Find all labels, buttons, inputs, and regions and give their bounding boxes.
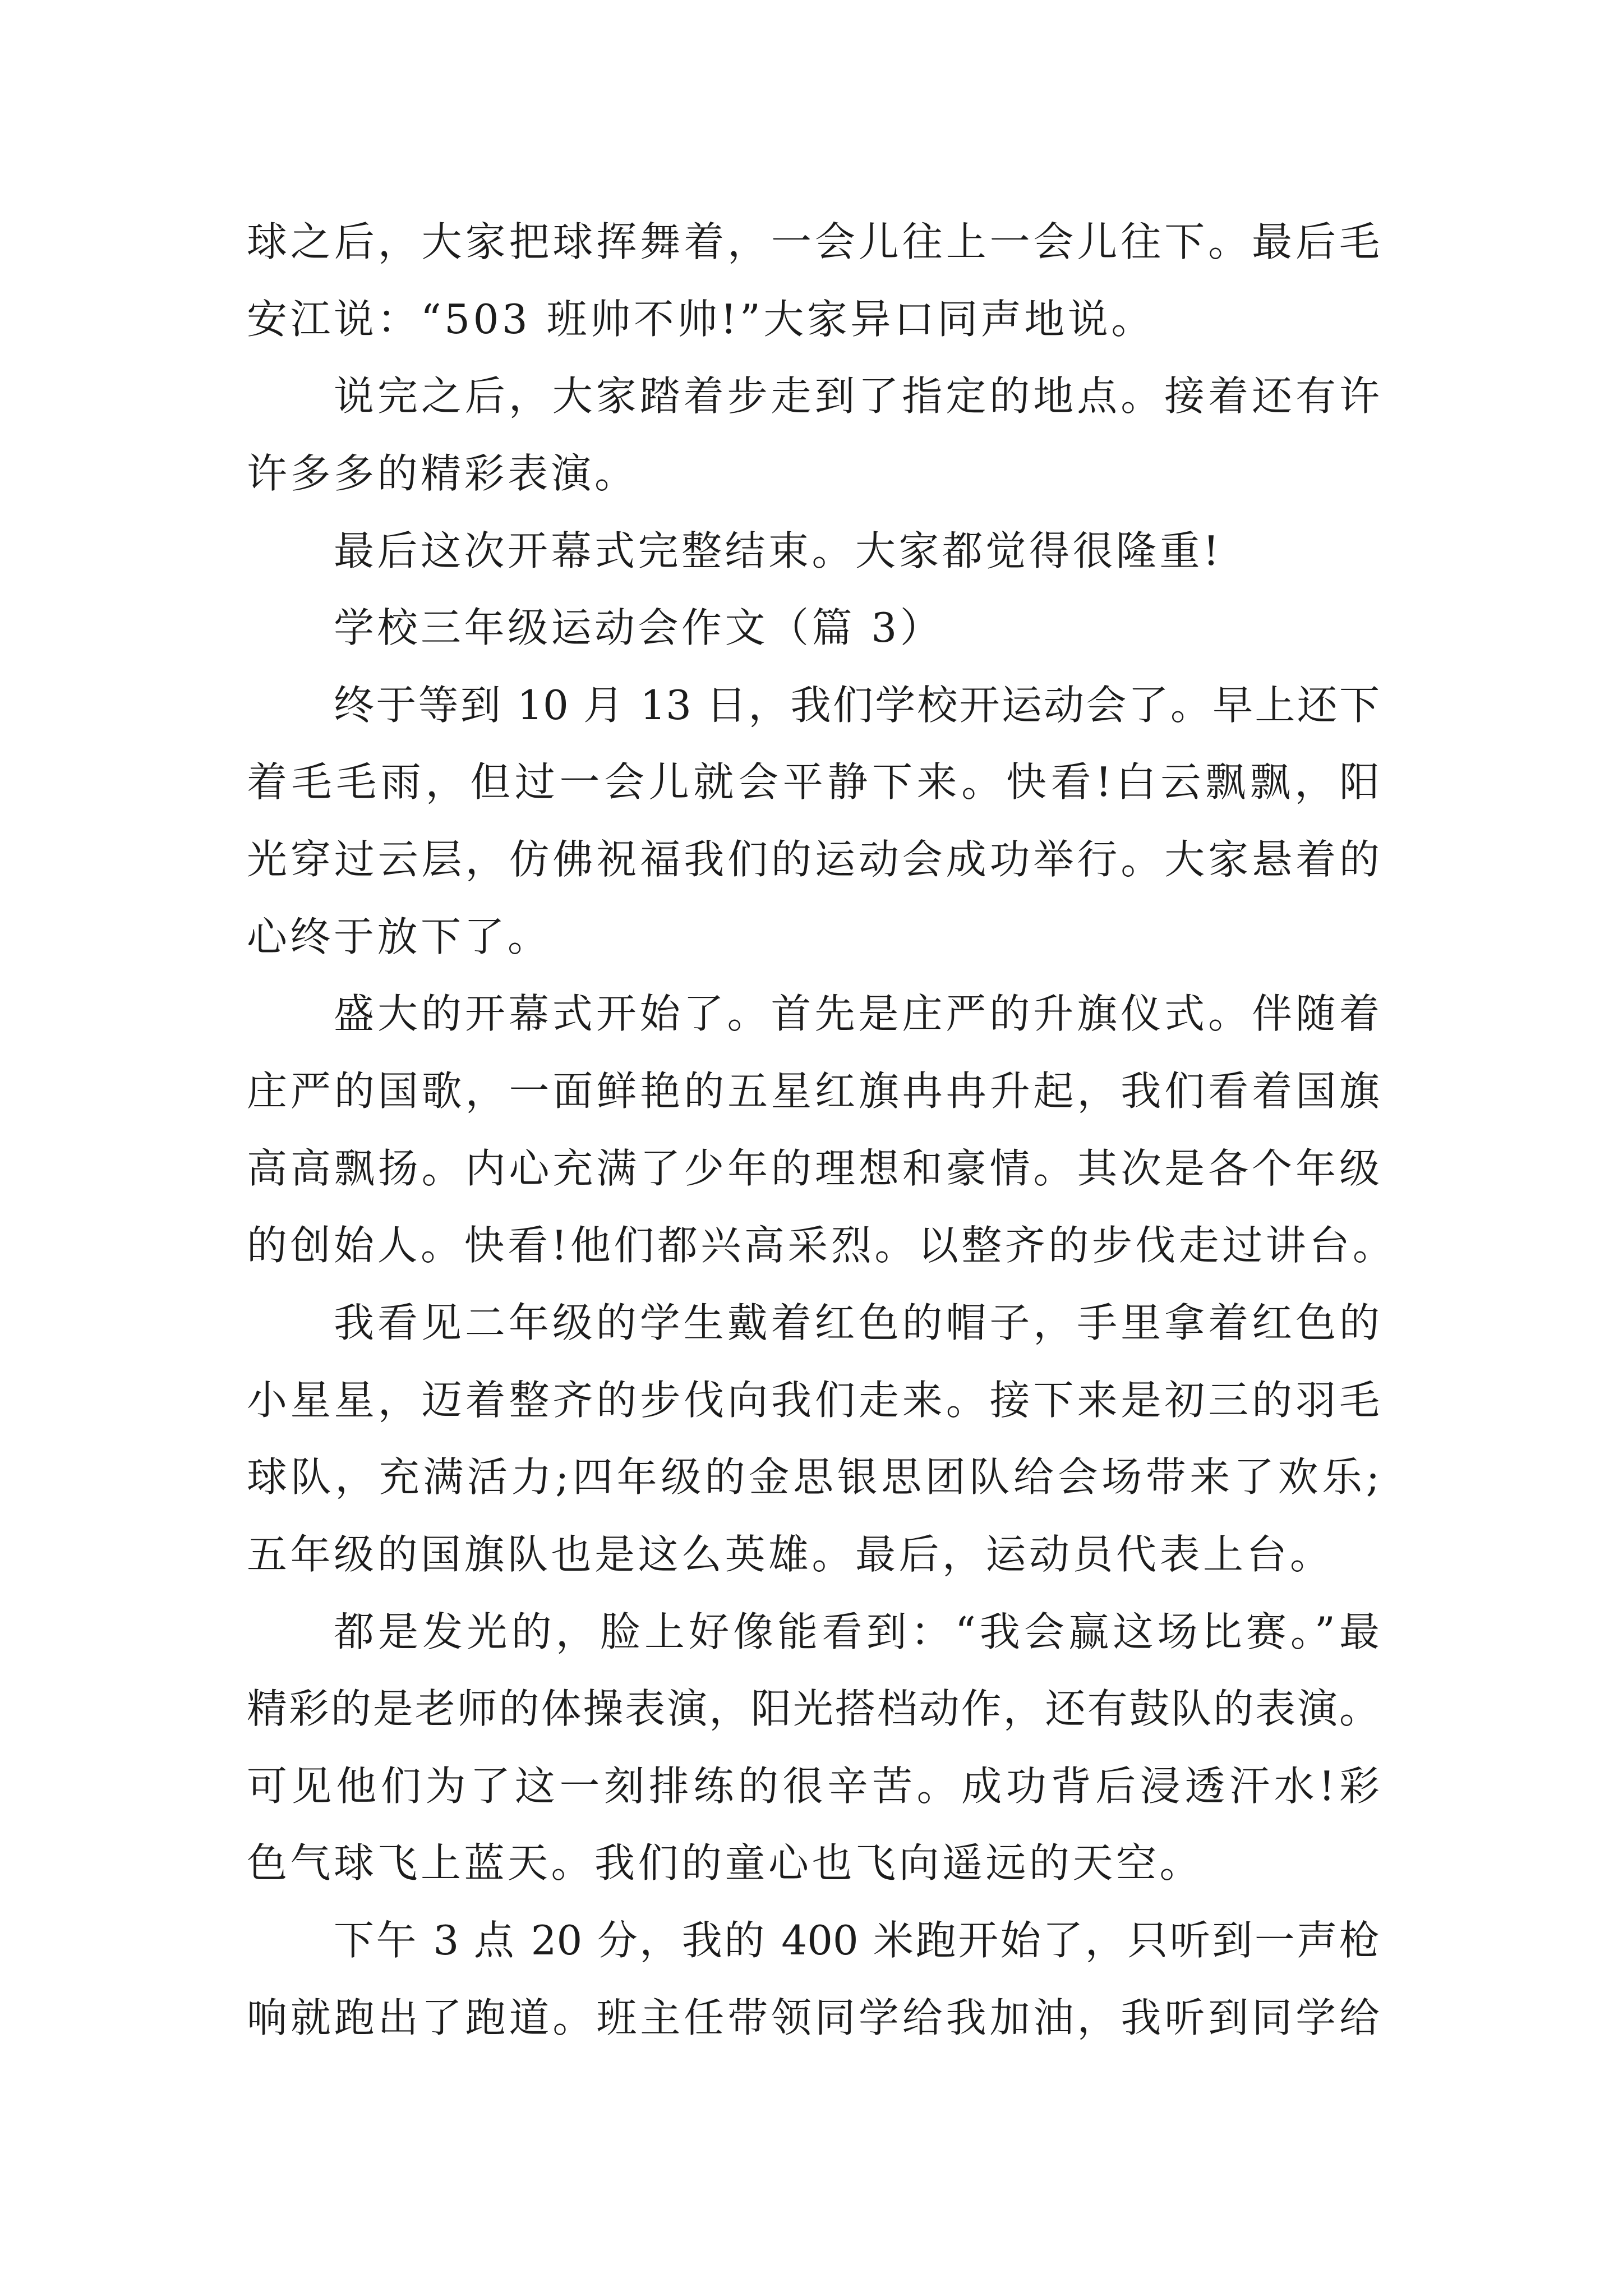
text-line: 安江说：“503 班帅不帅!”大家异口同声地说。	[247, 295, 1155, 343]
paragraph	[247, 1285, 1380, 1594]
paragraph	[247, 204, 1380, 358]
text-line: 盛大的开幕式开始了。首先是庄严的升旗仪式。伴随着	[334, 990, 1380, 1038]
text-line: 光穿过云层，仿佛祝福我们的运动会成功举行。大家悬着的	[247, 836, 1380, 884]
text-line: 心终于放下了。	[247, 913, 551, 960]
paragraph	[247, 1902, 1380, 2056]
text-line: 五年级的国旗队也是这么英雄。最后，运动员代表上台。	[247, 1530, 1334, 1578]
paragraph	[247, 976, 1396, 1285]
paragraph	[247, 358, 1380, 512]
document-body	[247, 204, 1396, 2056]
text-line: 色气球飞上蓝天。我们的童心也飞向遥远的天空。	[247, 1839, 1204, 1887]
text-line: 响就跑出了跑道。班主任带领同学给我加油，我听到同学给	[247, 1994, 1380, 2041]
text-line: 我看见二年级的学生戴着红色的帽子，手里拿着红色的	[334, 1299, 1380, 1346]
text-line: 都是发光的，脸上好像能看到：“我会赢这场比赛。”最	[334, 1608, 1380, 1655]
text-line: 着毛毛雨，但过一会儿就会平静下来。快看!白云飘飘，阳	[247, 758, 1380, 806]
text-line: 庄严的国歌，一面鲜艳的五星红旗冉冉升起，我们看着国旗	[247, 1068, 1380, 1115]
text-line: 球队，充满活力;四年级的金思银思团队给会场带来了欢乐;	[247, 1453, 1380, 1501]
text-line: 终于等到 10 月 13 日，我们学校开运动会了。早上还下	[334, 681, 1380, 729]
paragraph	[247, 1594, 1380, 1903]
text-line: 的创始人。快看!他们都兴高采烈。以整齐的步伐走过讲台。	[247, 1222, 1396, 1269]
text-line: 球之后，大家把球挥舞着，一会儿往上一会儿往下。最后毛	[247, 218, 1380, 265]
essay-title: 学校三年级运动会作文（篇 3）	[334, 604, 944, 652]
text-line: 可见他们为了这一刻排练的很辛苦。成功背后浸透汗水!彩	[247, 1762, 1380, 1810]
paragraph	[247, 513, 1380, 590]
text-line: 许多多的精彩表演。	[247, 449, 638, 497]
text-line: 小星星，迈着整齐的步伐向我们走来。接下来是初三的羽毛	[247, 1376, 1380, 1424]
text-line: 最后这次开幕式完整结束。大家都觉得很隆重!	[334, 527, 1223, 574]
text-line: 下午 3 点 20 分，我的 400 米跑开始了，只听到一声枪	[334, 1917, 1380, 1964]
text-line: 精彩的是老师的体操表演，阳光搭档动作，还有鼓队的表演。	[247, 1685, 1380, 1733]
text-line: 说完之后，大家踏着步走到了指定的地点。接着还有许	[334, 372, 1380, 420]
text-line: 高高飘扬。内心充满了少年的理想和豪情。其次是各个年级	[247, 1144, 1380, 1192]
paragraph	[247, 667, 1380, 976]
